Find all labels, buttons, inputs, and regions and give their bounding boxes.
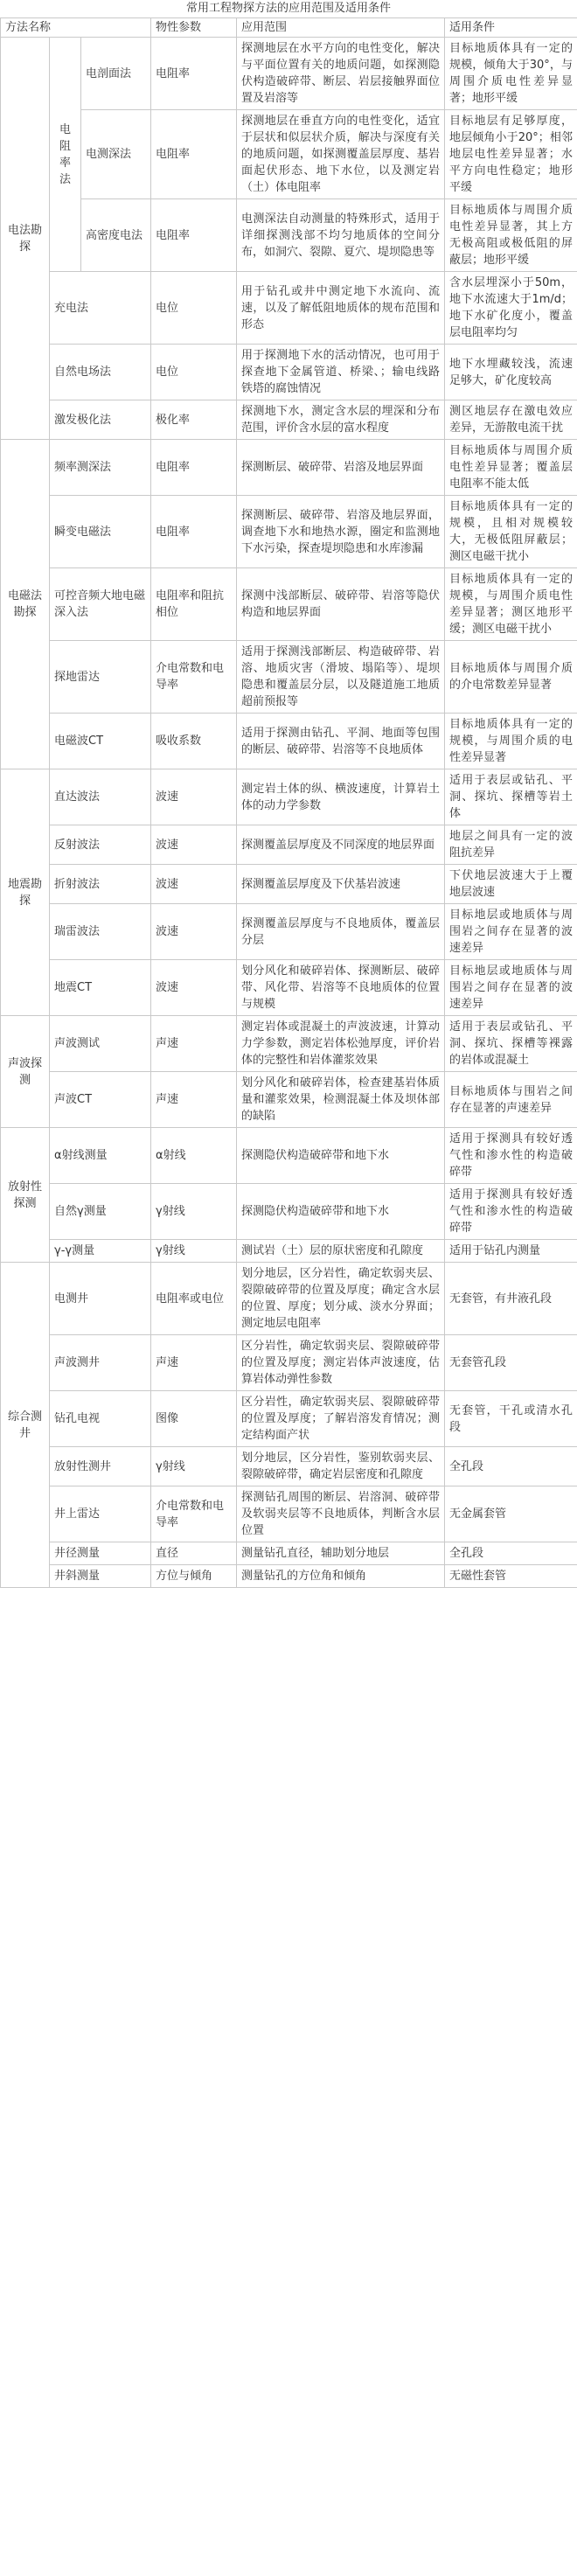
scope: 探测覆盖层厚度与不良地质体，覆盖层分层 — [237, 904, 445, 960]
method-name: 高密度电法 — [81, 199, 151, 272]
method-name: 井斜测量 — [50, 1565, 151, 1588]
param: 图像 — [151, 1391, 237, 1447]
group-name: 放射性探测 — [1, 1128, 50, 1263]
table-row — [1, 272, 577, 345]
condition: 全孔段 — [445, 1447, 577, 1486]
param: 波速 — [151, 960, 237, 1016]
scope: 适用于探测由钻孔、平洞、地面等包围的断层、破碎带、岩溶等不良地质体 — [237, 714, 445, 769]
param: 电阻率 — [151, 440, 237, 496]
subgroup-name: 电阻率法 — [50, 38, 81, 272]
param: 电位 — [151, 272, 237, 345]
param: 波速 — [151, 825, 237, 865]
scope: 适用于探测浅部断层、构造破碎带、岩溶、地质灾害（滑坡、塌陷等）、堤坝隐患和覆盖层分层，以及隧道施工地质超前预报等 — [237, 641, 445, 714]
table-row — [1, 641, 577, 714]
param: 电阻率 — [151, 199, 237, 272]
method-name: 可控音频大地电磁深入法 — [50, 568, 151, 641]
header-param: 物性参数 — [151, 18, 237, 38]
param: 波速 — [151, 769, 237, 825]
condition: 无套管，有井液孔段 — [445, 1263, 577, 1335]
param: 极化率 — [151, 400, 237, 440]
scope: 划分地层，区分岩性，鉴别软弱夹层、裂隙破碎带，确定岩层密度和孔隙度 — [237, 1447, 445, 1486]
condition: 目标地质体具有一定的规模，倾角大于30°，与周围介质电性差异显著；地形平缓 — [445, 38, 577, 110]
condition: 适用于探测具有较好透气性和渗水性的构造破碎带 — [445, 1128, 577, 1184]
param: 声速 — [151, 1072, 237, 1128]
condition: 目标地质体具有一定的规模，与周围介质的电性差异显著 — [445, 714, 577, 769]
header-method: 方法名称 — [1, 18, 151, 38]
scope: 测定岩土体的纵、横波速度，计算岩土体的动力学参数 — [237, 769, 445, 825]
method-name: 声波CT — [50, 1072, 151, 1128]
table-row — [1, 1486, 577, 1542]
param: 电阻率 — [151, 110, 237, 199]
condition: 目标地质体与周围介质电性差异显著，其上方无极高阻或极低阻的屏蔽层；地形平缓 — [445, 199, 577, 272]
method-name: 井上雷达 — [50, 1486, 151, 1542]
table-row — [1, 865, 577, 904]
table-row — [1, 1447, 577, 1486]
table-row — [1, 960, 577, 1016]
condition: 适用于表层或钻孔、平洞、探坑、探槽等岩土体 — [445, 769, 577, 825]
param: 波速 — [151, 865, 237, 904]
table-row — [1, 1240, 577, 1263]
table-row — [1, 769, 577, 825]
method-name: 充电法 — [50, 272, 151, 345]
document-title: 常用工程物探方法的应用范围及适用条件 — [185, 2, 391, 15]
scope: 用于探测地下水的活动情况，也可用于探查地下金属管道、桥梁、；输电线路铁塔的腐蚀情况 — [237, 345, 445, 400]
method-name: 电剖面法 — [81, 38, 151, 110]
method-name: 电磁波CT — [50, 714, 151, 769]
table-row — [1, 714, 577, 769]
method-name: 电测深法 — [81, 110, 151, 199]
table-row — [1, 1565, 577, 1588]
param: 声速 — [151, 1016, 237, 1072]
table-row — [1, 1391, 577, 1447]
table-row — [1, 38, 577, 110]
param: 电阻率 — [151, 38, 237, 110]
condition: 地下水埋藏较浅，流速足够大，矿化度较高 — [445, 345, 577, 400]
scope: 区分岩性，确定软弱夹层、裂隙破碎带的位置及厚度；测定岩体声波速度，估算岩体动弹性参数 — [237, 1335, 445, 1391]
condition: 无金属套管 — [445, 1486, 577, 1542]
table-row — [1, 199, 577, 272]
scope: 探测地层在垂直方向的电性变化，适宜于层状和似层状介质，解决与深度有关的地质问题，如探测覆盖层厚度、基岩面起伏形态、地下水位，以及测定岩（土）体电阻率 — [237, 110, 445, 199]
table-row — [1, 400, 577, 440]
method-name: 频率测深法 — [50, 440, 151, 496]
param: 方位与倾角 — [151, 1565, 237, 1588]
scope: 探测断层、破碎带、岩溶及地层界面 — [237, 440, 445, 496]
condition: 目标地层有足够厚度，地层倾角小于20°；相邻地层电性差异显著；水平方向电性稳定；地形平缓 — [445, 110, 577, 199]
condition: 无磁性套管 — [445, 1565, 577, 1588]
param: α射线 — [151, 1128, 237, 1184]
scope: 探测断层、破碎带、岩溶及地层界面，调查地下水和地热水源，圈定和监测地下水污染，探查堤坝隐患和水库渗漏 — [237, 496, 445, 568]
header-cond: 适用条件 — [445, 18, 577, 38]
method-name: 自然电场法 — [50, 345, 151, 400]
param: γ射线 — [151, 1184, 237, 1240]
method-name: 瑞雷波法 — [50, 904, 151, 960]
method-name: 声波测试 — [50, 1016, 151, 1072]
scope: 划分风化和破碎岩体，检查建基岩体质量和灌浆效果，检测混凝土体及坝体部的缺陷 — [237, 1072, 445, 1128]
method-name: 井径测量 — [50, 1542, 151, 1565]
scope: 用于钻孔或井中测定地下水流向、流速，以及了解低阻地质体的规布范围和形态 — [237, 272, 445, 345]
scope: 探测隐伏构造破碎带和地下水 — [237, 1184, 445, 1240]
param: 介电常数和电导率 — [151, 1486, 237, 1542]
table-row — [1, 496, 577, 568]
condition: 目标地质体具有一定的规模，且相对规模较大，无极低阻屏蔽层；测区电磁干扰小 — [445, 496, 577, 568]
param: γ射线 — [151, 1240, 237, 1263]
methods-table — [0, 17, 577, 1588]
param: 介电常数和电导率 — [151, 641, 237, 714]
method-name: 电测井 — [50, 1263, 151, 1335]
param: γ射线 — [151, 1447, 237, 1486]
scope: 测试岩（土）层的原状密度和孔隙度 — [237, 1240, 445, 1263]
condition: 目标地质体与围岩之间存在显著的声速差异 — [445, 1072, 577, 1128]
condition: 目标地质体与周围介质电性差异显著；覆盖层电阻率不能太低 — [445, 440, 577, 496]
group-name: 声波探测 — [1, 1016, 50, 1128]
param: 电位 — [151, 345, 237, 400]
group-name: 电法勘探 — [1, 38, 50, 440]
method-name: γ-γ测量 — [50, 1240, 151, 1263]
scope: 电测深法自动测量的特殊形式，适用于详细探测浅部不均匀地质体的空间分布，如洞穴、裂隙、夏穴、堤坝隐患等 — [237, 199, 445, 272]
param: 电阻率或电位 — [151, 1263, 237, 1335]
method-name: 自然γ测量 — [50, 1184, 151, 1240]
condition: 下伏地层波速大于上覆地层波速 — [445, 865, 577, 904]
condition: 适用于钻孔内测量 — [445, 1240, 577, 1263]
method-name: 地震CT — [50, 960, 151, 1016]
condition: 目标地层或地质体与周围岩之间存在显著的波速差异 — [445, 904, 577, 960]
param: 直径 — [151, 1542, 237, 1565]
table-row — [1, 440, 577, 496]
scope: 区分岩性，确定软弱夹层、裂隙破碎带的位置及厚度；了解岩溶发育情况；测定结构面产状 — [237, 1391, 445, 1447]
table-row — [1, 568, 577, 641]
method-name: 折射波法 — [50, 865, 151, 904]
header-scope: 应用范围 — [237, 18, 445, 38]
condition: 适用于探测具有较好透气性和渗水性的构造破碎带 — [445, 1184, 577, 1240]
scope: 探测隐伏构造破碎带和地下水 — [237, 1128, 445, 1184]
param: 电阻率 — [151, 496, 237, 568]
scope: 测定岩体或混凝土的声波波速，计算动力学参数，测定岩体松弛厚度，评价岩体的完整性和岩体灌浆效果 — [237, 1016, 445, 1072]
param: 波速 — [151, 904, 237, 960]
table-row — [1, 110, 577, 199]
scope: 探测钻孔周围的断层、岩溶洞、破碎带及软弱夹层等不良地质体，判断含水层位置 — [237, 1486, 445, 1542]
scope: 划分风化和破碎岩体、探测断层、破碎带、风化带、岩溶等不良地质体的位置与规模 — [237, 960, 445, 1016]
condition: 目标地质体具有一定的规模，与周围介质电性差异显著；测区地形平缓；测区电磁干扰小 — [445, 568, 577, 641]
scope: 测量钻孔直径，辅助划分地层 — [237, 1542, 445, 1565]
condition: 测区地层存在激电效应差异，无游散电流干扰 — [445, 400, 577, 440]
param: 声速 — [151, 1335, 237, 1391]
scope: 探测覆盖层厚度及不同深度的地层界面 — [237, 825, 445, 865]
group-name: 地震勘探 — [1, 769, 50, 1016]
scope: 探测地层在水平方向的电性变化，解决与平面位置有关的地质问题，如探测隐伏构造破碎带、断层、岩层接触界面位置及岩溶等 — [237, 38, 445, 110]
method-name: 探地雷达 — [50, 641, 151, 714]
table-row — [1, 1335, 577, 1391]
table-row — [1, 1542, 577, 1565]
method-name: 激发极化法 — [50, 400, 151, 440]
condition: 地层之间具有一定的波阻抗差异 — [445, 825, 577, 865]
method-name: 反射波法 — [50, 825, 151, 865]
table-row — [1, 1184, 577, 1240]
table-row — [1, 825, 577, 865]
scope: 探测中浅部断层、破碎带、岩溶等隐伏构造和地层界面 — [237, 568, 445, 641]
condition: 适用于表层或钻孔、平洞、探坑、探槽等裸露的岩体或混凝土 — [445, 1016, 577, 1072]
table-row — [1, 1072, 577, 1128]
method-name: 钻孔电视 — [50, 1391, 151, 1447]
method-name: 瞬变电磁法 — [50, 496, 151, 568]
scope: 划分地层，区分岩性，确定软弱夹层、裂隙破碎带的位置及厚度；确定含水层的位置、厚度；划分咸、淡水分界面；测定地层电阻率 — [237, 1263, 445, 1335]
header-row — [1, 18, 577, 38]
table-row — [1, 1016, 577, 1072]
table-row — [1, 904, 577, 960]
condition: 含水层埋深小于50m，地下水流速大于1m/d；地下水矿化度小，覆盖层电阻率均匀 — [445, 272, 577, 345]
group-name: 综合测井 — [1, 1263, 50, 1588]
condition: 无套管孔段 — [445, 1335, 577, 1391]
param: 电阻率和阻抗相位 — [151, 568, 237, 641]
scope: 探测覆盖层厚度及下伏基岩波速 — [237, 865, 445, 904]
scope: 测量钻孔的方位角和倾角 — [237, 1565, 445, 1588]
table-row — [1, 1128, 577, 1184]
param: 吸收系数 — [151, 714, 237, 769]
method-name: 声波测井 — [50, 1335, 151, 1391]
table-row — [1, 345, 577, 400]
scope: 探测地下水，测定含水层的埋深和分布范围，评价含水层的富水程度 — [237, 400, 445, 440]
group-name: 电磁法勘探 — [1, 440, 50, 769]
table-row — [1, 1263, 577, 1335]
method-name: α射线测量 — [50, 1128, 151, 1184]
condition: 目标地质体与周围介质的介电常数差异显著 — [445, 641, 577, 714]
condition: 目标地层或地质体与周围岩之间存在显著的波速差异 — [445, 960, 577, 1016]
condition: 无套管，干孔或清水孔段 — [445, 1391, 577, 1447]
method-name: 直达波法 — [50, 769, 151, 825]
condition: 全孔段 — [445, 1542, 577, 1565]
method-name: 放射性测井 — [50, 1447, 151, 1486]
